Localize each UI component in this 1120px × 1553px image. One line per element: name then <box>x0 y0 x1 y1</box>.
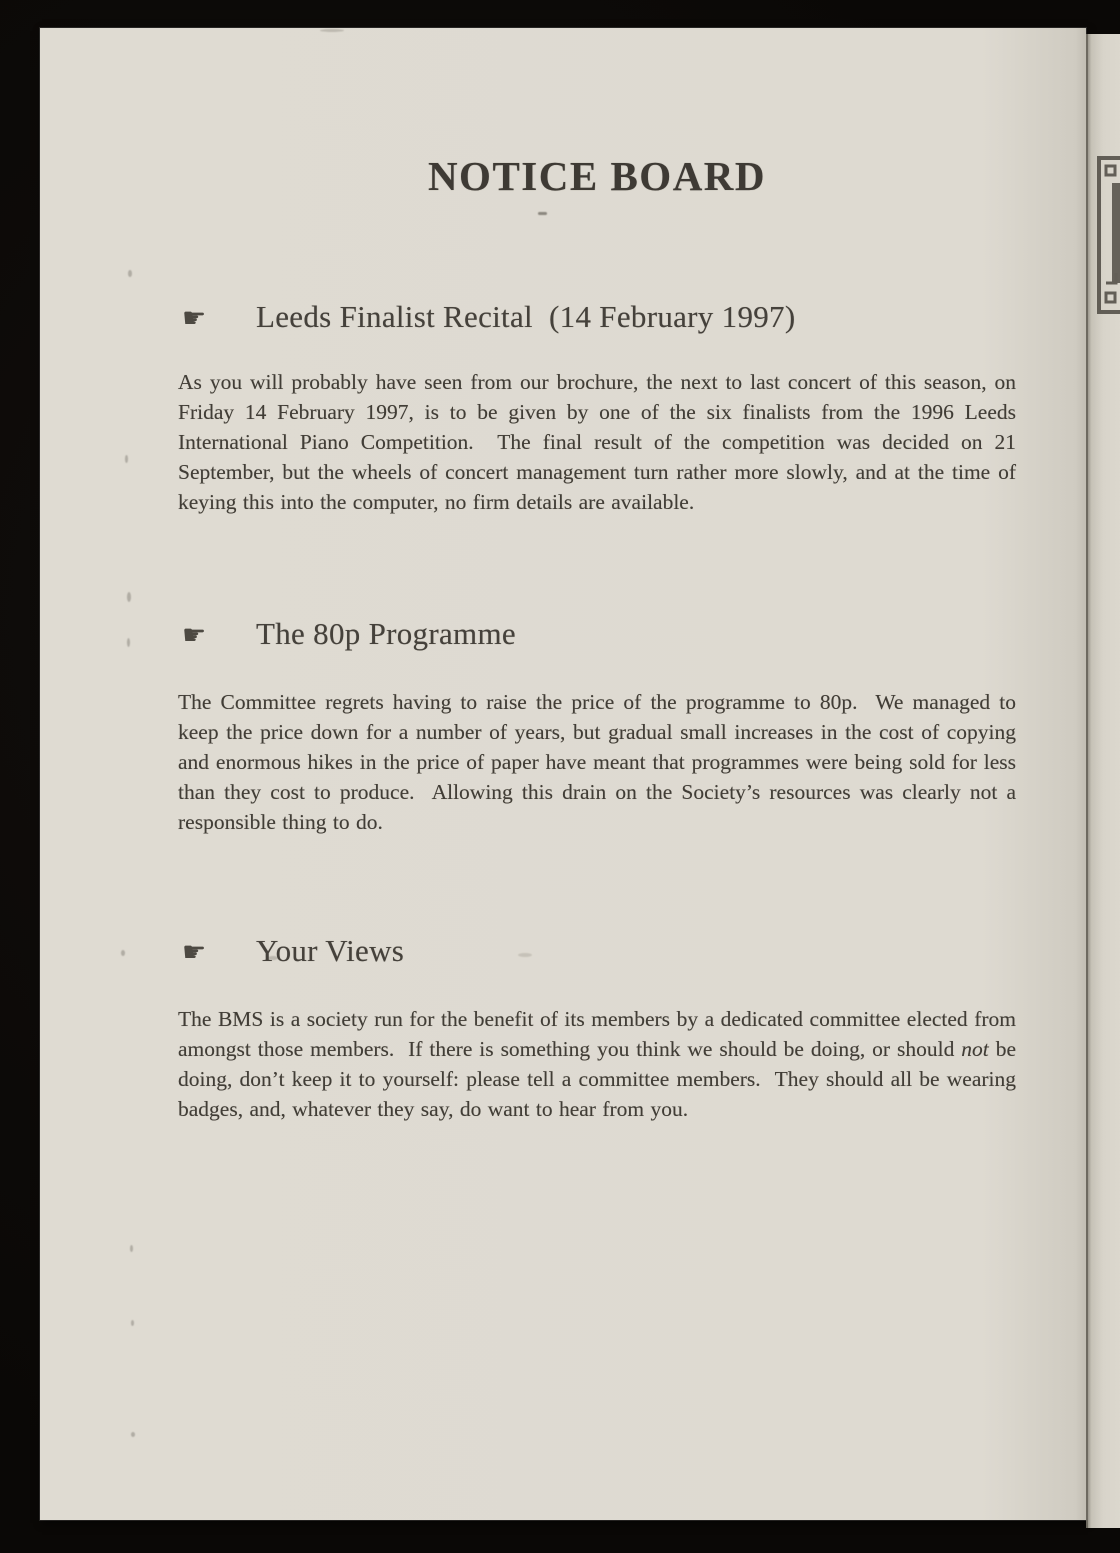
section-paragraph <box>178 367 1016 517</box>
page-title: NOTICE BOARD <box>427 153 767 199</box>
paper-speck <box>538 212 547 215</box>
paper-speck <box>125 455 128 463</box>
section-heading-your-views <box>178 931 1016 973</box>
paper-speck <box>127 638 130 647</box>
page-content <box>40 28 1086 1124</box>
section-paragraph <box>178 687 1016 837</box>
section-heading-text: Your Views <box>256 933 405 968</box>
ornament-border-icon <box>1095 155 1120 317</box>
document-page <box>40 28 1086 1520</box>
section-heading-leeds-finalist <box>178 297 1016 339</box>
paper-speck <box>268 956 278 960</box>
section-heading-text: The 80p Programme <box>256 616 516 651</box>
paper-speck <box>128 270 132 277</box>
pointing-hand-icon: ☛ <box>182 620 207 651</box>
paper-speck <box>130 1245 133 1252</box>
section-paragraph <box>178 1004 1016 1124</box>
paragraph-text: As you will probably have seen from our brochure, the next to last concert of this season, on Friday 14 February 1997, is to be given by one of the six finalists from the 1996 Leeds International Piano Competition. The final result of the competition was decided on 21 September, but the wheels of concert management turn rather more slowly, and at the time of keying this into the computer, no firm details are available. <box>178 370 1016 514</box>
paper-speck <box>127 592 131 602</box>
paper-speck <box>518 953 532 957</box>
paper-speck <box>320 29 344 32</box>
paragraph-text: The Committee regrets having to raise the price of the programme to 80p. We managed to keep the price down for a number of years, but gradual small increases in the cost of copying and enormous hikes in the price of paper have meant that programmes were being sold for less than they cost to produce. Allowing this drain on the Society’s resources was clearly not a responsible thing to do. <box>178 690 1016 834</box>
pointing-hand-icon: ☛ <box>182 937 207 968</box>
pointing-hand-icon: ☛ <box>182 303 207 334</box>
section-heading-text: Leeds Finalist Recital (14 February 1997) <box>256 299 796 334</box>
paper-speck <box>131 1432 135 1437</box>
paper-speck <box>121 950 125 956</box>
paper-speck <box>131 1320 134 1326</box>
section-heading-80p-programme <box>178 614 1016 656</box>
paragraph-text: be doing, don’t keep it to yourself: please tell a committee members. They should all be wearing badges, and, whatever they say, do want to hear from you. <box>178 1037 1016 1121</box>
facing-page-edge <box>1086 34 1120 1528</box>
paragraph-text: The BMS is a society run for the benefit of its members by a dedicated committee elected from amongst those members. If there is something you think we should be doing, or should <box>178 1007 1016 1061</box>
paragraph-text-italic: not <box>961 1037 989 1061</box>
